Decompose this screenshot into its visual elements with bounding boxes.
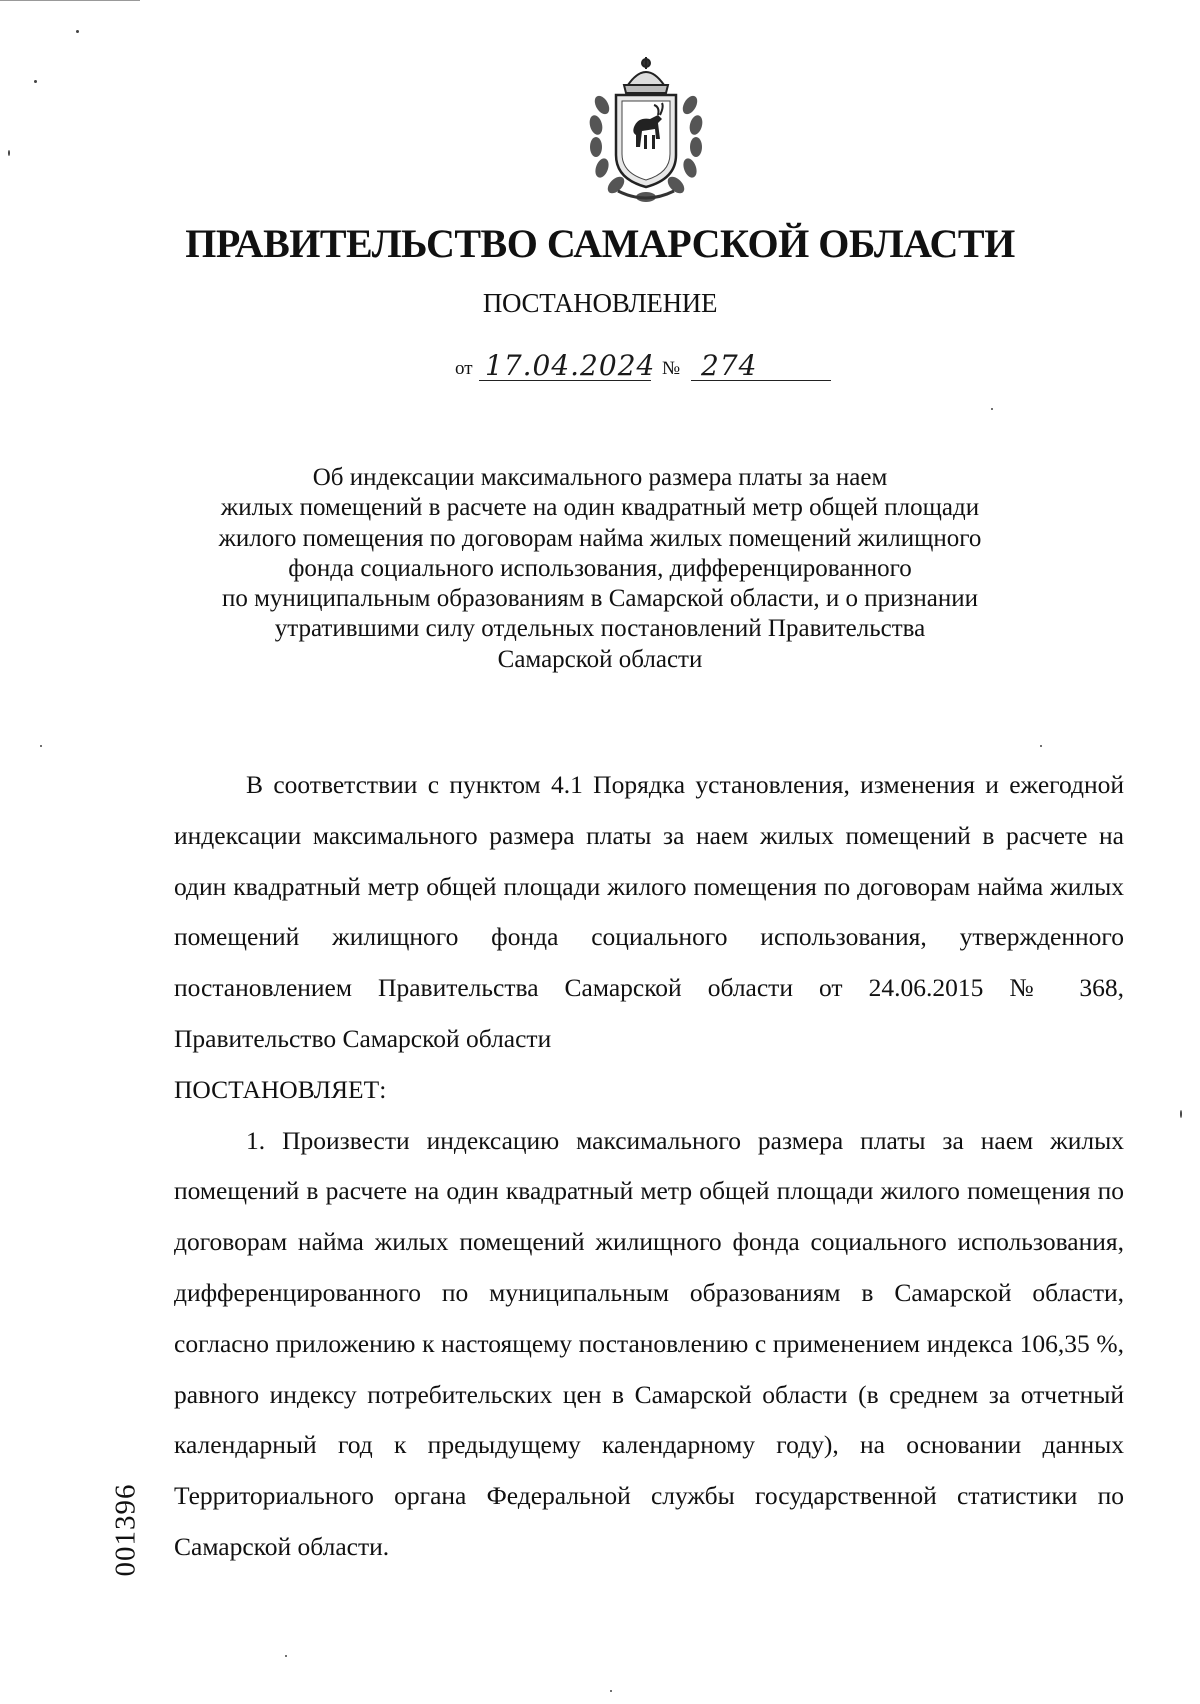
scan-speck: [285, 1655, 287, 1657]
date-field: [479, 346, 656, 382]
document-type: ПОСТАНОВЛЕНИЕ: [482, 288, 718, 318]
number-label: №: [662, 358, 681, 379]
item-1-paragraph: 1. Произвести индексацию максимального размера платы за наем жилых помещений в расчете на один квадратный метр общей площади жилого помещения по договорам найма жилых помещений жилищного фонда социального использования, дифференцированного по муниципальным образованиям в Самарской области, согласно приложению к настоящему постановлению с применением индекса 106,35 %, равного индексу потребительских цен в Самарской области (в среднем за отчетный календарный год к предыдущему календарному году), на основании данных Территориального органа Федеральной службы государственной статистики по Самарской области.: [174, 1125, 1124, 1561]
number-field: [691, 346, 831, 381]
preamble-paragraph: В соответствии с пунктом 4.1 Порядка установления, изменения и ежегодной индексации максимального размера платы за наем жилых помещений в расчете на один квадратный метр общей площади жилого помещения по договорам найма жилых помещений жилищного фонда социального использования, утвержденного постановлением Правительства Самарской области от 24.06.2015 № 368, Правительство Самарской области: [174, 770, 1124, 1053]
subject-line: по муниципальным образованиям в Самарской области, и о признании: [221, 585, 979, 613]
scan-speck: [1180, 1110, 1182, 1118]
document-subject: [180, 463, 1020, 675]
subject-line: Самарской области: [497, 645, 703, 673]
document-body: [174, 760, 1124, 1573]
date-label: от: [455, 358, 473, 379]
margin-stamp: [86, 1450, 166, 1610]
scan-speck: [34, 80, 37, 83]
decree-word: ПОСТАНОВЛЯЕТ:: [174, 1074, 387, 1104]
scan-speck: [40, 745, 42, 747]
subject-line: Об индексации максимального размера платы за наем: [312, 464, 888, 491]
subject-line: жилого помещения по договорам найма жилых помещений жилищного: [218, 524, 982, 552]
margin-stamp-number: 001396: [109, 1483, 142, 1577]
handwritten-number: 274: [701, 349, 758, 382]
organization-title: ПРАВИТЕЛЬСТВО САМАРСКОЙ ОБЛАСТИ: [185, 221, 1015, 266]
scan-speck: [991, 408, 993, 410]
handwritten-date: 17.04.2024: [485, 349, 656, 382]
samara-coat-of-arms-icon: [578, 55, 714, 205]
registration-line: [455, 350, 855, 386]
scan-speck: [1040, 745, 1042, 747]
subject-line: фонда социального использования, дифференцированного: [288, 554, 912, 582]
scan-speck: [8, 150, 10, 156]
scan-speck: [76, 30, 79, 33]
subject-line: жилых помещений в расчете на один квадратный метр общей площади: [220, 494, 980, 522]
subject-line: утратившими силу отдельных постановлений Правительства: [274, 615, 926, 643]
scan-speck: [610, 1690, 612, 1692]
scan-edge-line: [0, 0, 140, 1]
